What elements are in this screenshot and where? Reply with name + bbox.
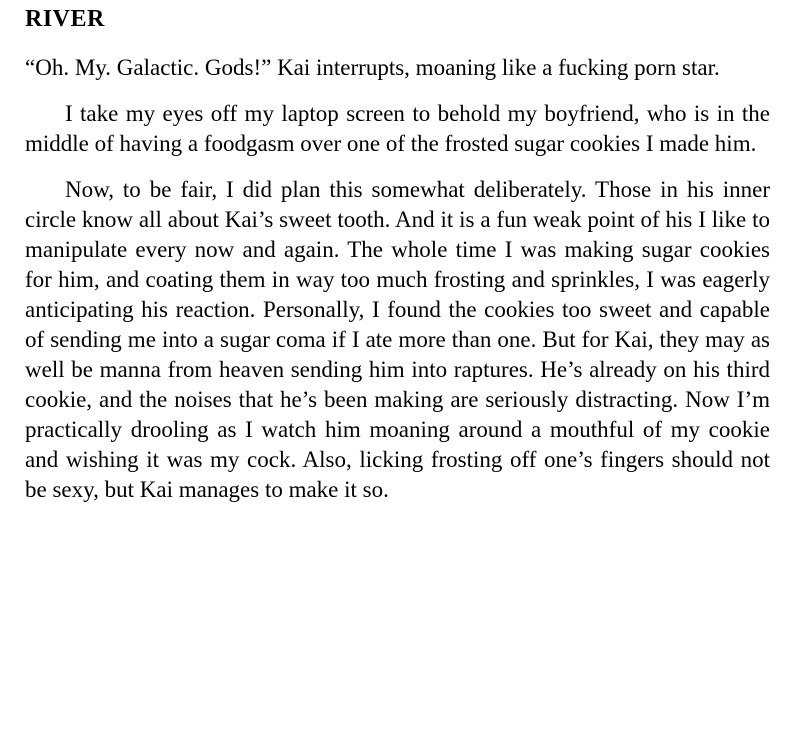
chapter-heading: RIVER xyxy=(25,6,105,32)
paragraph: I take my eyes off my laptop screen to behold my boyfriend, who is in the middle of having a foodgasm over one of the frosted sugar cookies I made him. xyxy=(25,101,770,156)
paragraph: “Oh. My. Galactic. Gods!” Kai interrupts, moaning like a fucking porn star. xyxy=(25,55,720,80)
paragraph: Now, to be fair, I did plan this somewhat deliberately. Those in his inner circle know all about Kai’s sweet tooth. And it is a fun weak point of his I like to manipulate every now and again. The whole time I was making sugar cookies for him, and coating them in way too much frosting and sprinkles, I was eagerly anticipating his reaction. Personally, I found the cookies too sweet and capable of sending me into a sugar coma if I ate more than one. But for Kai, they may as well be manna from heaven sending him into raptures. He’s already on his third cookie, and the noises that he’s been making are seriously distracting. Now I’m practically drooling as I watch him moaning around a mouthful of my cookie and wishing it was my cock. Also, licking frosting off one’s fingers should not be sexy, but Kai manages to make it so. xyxy=(25,177,770,502)
